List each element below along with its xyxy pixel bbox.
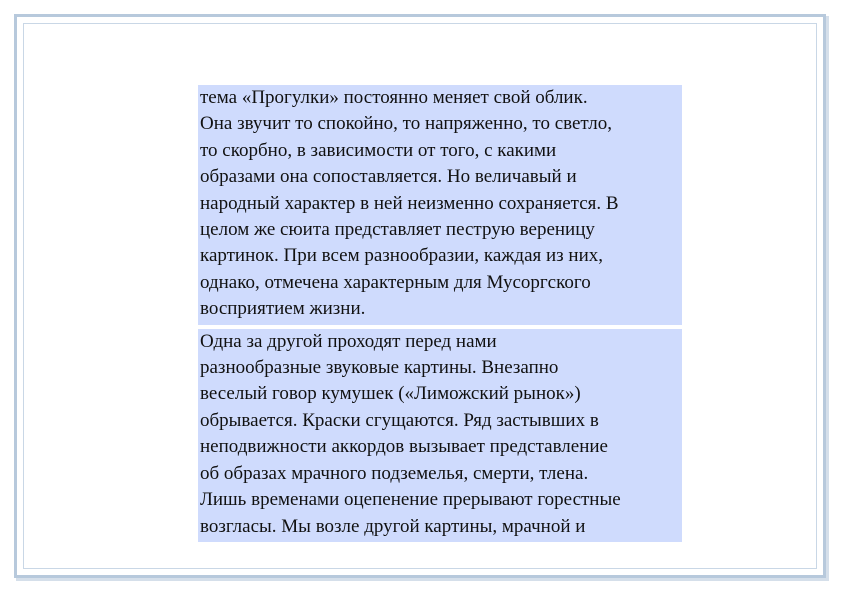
document-text-block — [198, 85, 682, 542]
frame-shadow-bottom — [16, 578, 829, 581]
paragraph-2: Одна за другой проходят перед нами разнообразные звуковые картины. Внезапно веселый говор кумушек («Лиможский рынок») обрывается. Краски сгущаются. Ряд застывших в неподвижности аккордов вызывает представление об образах мрачного подземелья, смерти, тлена. Лишь временами оцепенение прерывают горестные возгласы. Мы возле другой картины, мрачной и — [198, 329, 682, 542]
frame-shadow-right — [826, 16, 829, 580]
paragraph-1: тема «Прогулки» постоянно меняет свой облик. Она звучит то спокойно, то напряженно, то светло, то скорбно, в зависимости от того, с какими образами она сопоставляется. Но величавый и народный характер в ней неизменно сохраняется. В целом же сюита представляет пеструю вереницу картинок. При всем разнообразии, каждая из них, однако, отмечена характерным для Мусоргского восприятием жизни. — [198, 85, 682, 325]
